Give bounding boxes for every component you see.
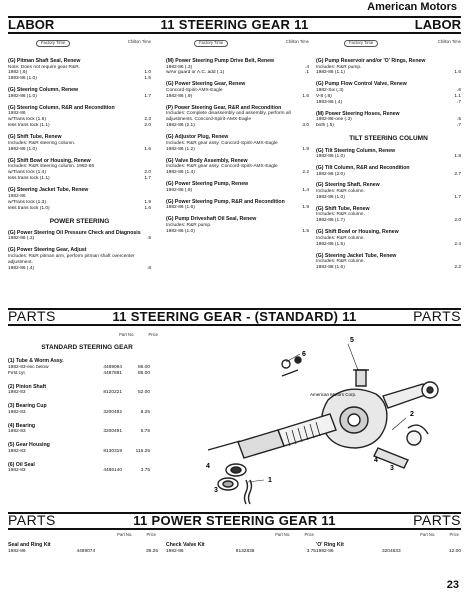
labor-time-row	[316, 265, 461, 271]
labor-year-range: 1982-86 (1.6)	[316, 265, 345, 271]
labor-entry-note: Includes: R&R column.	[316, 188, 365, 194]
part-row	[8, 390, 166, 396]
labor-time-row	[316, 218, 461, 224]
labor-time-row	[8, 76, 151, 82]
callout-1: 1	[268, 477, 272, 484]
chilton-time-value: 2.0	[144, 170, 151, 176]
labor-time-row	[316, 70, 461, 76]
callout-6: 6	[302, 351, 306, 358]
part-no-label: Part No.	[117, 532, 133, 537]
price-label: Price	[146, 532, 156, 537]
labor-year-range: 1982-86 (1.1)	[316, 70, 345, 76]
labor-entry-title: (G) Pump Driveshaft Oil Seal, Renew	[166, 216, 257, 223]
seal-ring-kit	[8, 532, 158, 554]
labor-entry	[166, 216, 309, 234]
labor-year-range: 1983-86 (.4)	[316, 99, 343, 105]
labor-entry-title: (G) Power Steering Gear, Renew	[166, 81, 246, 88]
labor-entry-note: 1982-86	[8, 111, 26, 117]
power-steering-heading: POWER STEERING	[49, 217, 110, 225]
callout-2: 2	[410, 411, 414, 418]
parts-header-left: PARTS	[8, 512, 56, 529]
part-price: 12.00	[448, 548, 461, 554]
part-years: 1982-86	[316, 548, 334, 554]
labor-entry-title: (G) Steering Jacket Tube, Renew	[316, 252, 397, 259]
labor-year-range: 1982-86 (1.0)	[166, 228, 195, 234]
part-row	[8, 468, 166, 474]
part-title: 'O' Ring Kit	[316, 542, 344, 548]
labor-year-range: w/Air guard or A.C. add (.1)	[166, 70, 225, 76]
chilton-time-value: 2.2	[454, 265, 461, 271]
chilton-time-value: 1.7	[454, 194, 461, 200]
part-number: 4486140	[103, 468, 122, 474]
part-entry-title: (5) Gear Housing	[8, 442, 50, 449]
labor-year-range: 1982-86 (1.4)	[166, 170, 195, 176]
labor-year-range: 1982-86 (.3)	[166, 64, 193, 70]
labor-entry-title: (G) Power Steering Pump, R&R and Recondition	[166, 198, 285, 205]
chilton-time-value: 1.6	[454, 70, 461, 76]
labor-entry	[8, 87, 151, 99]
labor-entry	[316, 58, 461, 76]
labor-entry	[8, 247, 151, 271]
chilton-time-label: Chilton Time	[127, 39, 151, 44]
labor-entry-title: (M) Power Steering Pump Drive Belt, Renew	[166, 58, 275, 64]
labor-entry-title: (G) Steering Column, R&R and Recondition	[8, 104, 115, 111]
labor-entry-title: (G) Adjustor Plug, Renew	[166, 134, 229, 141]
part-entry	[8, 358, 166, 376]
part-line	[316, 549, 461, 555]
part-entry-title: (3) Bearing Cup	[8, 403, 47, 410]
chilton-time-value: 2.0	[144, 123, 151, 129]
labor-time-row	[8, 94, 151, 100]
factory-time-label: Factory Time	[36, 40, 70, 47]
callout-5: 5	[350, 337, 354, 344]
part-entry	[8, 423, 166, 435]
labor-time-row	[166, 170, 309, 176]
labor-entry-note: Includes: Complete disassembly and assembly, perform all adjustments. Concord-Spirit-AMX-Eagle	[166, 111, 291, 123]
labor-year-range: 1982-86 (1.7)	[316, 218, 345, 224]
chilton-time-label: Chilton Time	[437, 39, 461, 44]
part-title: Check Valve Kit	[166, 542, 205, 548]
chilton-time-value: 1.6	[144, 205, 151, 211]
check-valve-kit	[166, 532, 316, 554]
part-number: 3200491	[103, 429, 122, 435]
labor-entry-note: Includes: R&R column.	[316, 212, 365, 218]
parts-header-title: 11 POWER STEERING GEAR 11	[133, 512, 336, 528]
tilt-column-heading: TILT STEERING COLUMN	[349, 135, 428, 143]
labor-year-range: 1982 (.6)	[8, 70, 28, 76]
labor-year-range: V-8 (.8)	[316, 93, 332, 99]
labor-list-3	[316, 58, 461, 129]
labor-year-range: w/Trans lock (1.3)	[8, 199, 46, 205]
labor-entry	[166, 158, 309, 176]
labor-year-range: 1982-86 (.9)	[166, 93, 193, 99]
labor-time-row	[316, 242, 461, 248]
labor-entry-note: Includes: R&R pump.	[316, 64, 362, 70]
labor-entry-title: (G) Valve Body Assembly, Renew	[166, 157, 248, 164]
labor-entry-note: Note: Does not require gear R&R.	[8, 64, 80, 70]
labor-time-row	[166, 123, 309, 129]
labor-entry	[166, 81, 309, 99]
labor-year-range: less trans lock (1.0)	[8, 205, 50, 211]
diagram-credit: American Motors Corp.	[310, 392, 357, 397]
labor-entry-title: (G) Pump Flow Control Valve, Renew	[316, 81, 407, 88]
chilton-time-value: 1.9	[144, 199, 151, 205]
labor-year-range: 1982-86 (2.1)	[166, 123, 195, 129]
chilton-time-value: 1.7	[144, 176, 151, 182]
parts-header-left: PARTS	[8, 308, 56, 325]
labor-entry	[8, 105, 151, 129]
callout-3: 3	[390, 465, 394, 472]
labor-entry-note: 1982-86	[8, 193, 26, 199]
part-years: 1982-83	[8, 468, 26, 474]
part-entry	[8, 442, 166, 454]
labor-entry	[316, 206, 461, 224]
labor-entry-title: (G) Power Steering Oil Pressure Check and Diagnosis	[8, 229, 141, 236]
labor-year-range: less trans lock (1.1)	[8, 123, 50, 129]
labor-time-row	[8, 206, 151, 212]
part-years: 1982-86	[166, 548, 184, 554]
labor-header	[8, 16, 461, 34]
labor-entry-title: (G) Steering Jacket Tube, Renew	[8, 187, 89, 194]
labor-column-1	[8, 40, 151, 277]
labor-time-row	[166, 205, 309, 211]
labor-year-range: 1982-86-one (.3)	[316, 117, 352, 123]
labor-entry	[8, 230, 151, 242]
parts-column-header	[8, 532, 158, 542]
labor-header-title: 11 STEERING GEAR 11	[160, 16, 309, 32]
labor-time-row	[166, 94, 309, 100]
labor-entry	[166, 58, 309, 76]
labor-header-right: LABOR	[414, 16, 461, 32]
part-price: 115.25	[135, 448, 150, 454]
brand-name: American Motors	[367, 1, 457, 13]
chilton-time-value: 1.9	[302, 205, 309, 211]
labor-time-row	[316, 172, 461, 178]
chilton-time-value: 3.0	[302, 123, 309, 129]
part-years: 1982-83	[8, 390, 26, 396]
parts-header-standard	[8, 308, 461, 326]
labor-entry-title: (G) Tilt Steering Column, Renew	[316, 147, 396, 154]
labor-entry-note: Includes: R&R steering column. 1982-86	[8, 164, 95, 170]
chilton-time-value: 1.7	[144, 93, 151, 99]
chilton-time-value: 2.3	[144, 117, 151, 123]
column-header	[8, 40, 151, 58]
labor-entry	[316, 81, 461, 105]
labor-entry	[8, 187, 151, 211]
chilton-time-value: .6	[456, 87, 461, 93]
parts-column-header	[166, 532, 316, 542]
part-entry-title: (2) Pinion Shaft	[8, 383, 47, 390]
chilton-time-value: 1.4	[302, 187, 309, 193]
chilton-time-value: 1.8	[454, 154, 461, 160]
labor-time-row	[316, 100, 461, 106]
labor-entry-note: Includes: R&R pump.	[166, 222, 212, 228]
labor-entry-note: Includes: R&R gear assy. Concord-Spirit-AMX-Eagle	[166, 164, 278, 170]
chilton-time-value: 2.7	[454, 171, 461, 177]
part-row	[8, 410, 166, 416]
labor-entry-note: Concord-Spirit-AMX-Eagle	[166, 87, 223, 93]
labor-year-range: 1983-86 (1.0)	[8, 76, 37, 82]
callout-4: 4	[206, 463, 210, 470]
labor-time-row	[316, 195, 461, 201]
labor-year-range: w/Trans lock (1.4)	[8, 170, 46, 176]
chilton-time-value: .7	[456, 123, 461, 129]
chilton-time-value: .5	[456, 117, 461, 123]
labor-entry-title: (G) Steering Shaft, Renew	[316, 182, 380, 189]
labor-time-row	[8, 176, 151, 182]
part-line	[8, 549, 158, 555]
chilton-time-value: .5	[146, 236, 151, 242]
labor-entry	[8, 158, 151, 182]
labor-column-2	[166, 40, 309, 240]
labor-entry-title: (P) Power Steering Gear, R&R and Recondition	[166, 104, 282, 111]
part-no-label: Part No.	[420, 532, 436, 537]
labor-year-range: 1982-86 (1.0)	[8, 93, 37, 99]
part-number: 3204633	[381, 548, 401, 554]
part-title: Seal and Ring Kit	[8, 542, 51, 548]
part-years: 1982-83	[8, 448, 26, 454]
labor-list-1	[8, 58, 151, 212]
labor-entry-title: (G) Steering Column, Renew	[8, 87, 79, 94]
price-label: Price	[449, 532, 459, 537]
labor-time-row	[8, 266, 151, 272]
labor-entry	[166, 134, 309, 152]
part-years: 1982-83	[8, 429, 26, 435]
labor-entry-note: Includes: R&R column.	[316, 259, 365, 265]
labor-entry	[316, 111, 461, 129]
part-price: 86.00	[137, 370, 150, 376]
chilton-time-value: 1.6	[302, 93, 309, 99]
labor-list-3b	[316, 148, 461, 272]
labor-entry-title: (G) Shift Tube, Renew	[8, 134, 62, 141]
labor-entry	[166, 199, 309, 211]
part-price: 86.00	[137, 364, 150, 370]
part-years: 1982-83	[8, 409, 26, 415]
labor-entry-title: (G) Shift Bowl or Housing, Renew	[8, 157, 91, 164]
price-label: Price	[148, 332, 158, 337]
labor-time-row	[316, 154, 461, 160]
labor-year-range: 1982-86 (.9)	[166, 187, 193, 193]
labor-list-1b	[8, 230, 151, 272]
labor-entry	[316, 182, 461, 200]
part-row	[8, 371, 166, 377]
part-number: 8132838	[235, 548, 255, 554]
labor-entry-title: (G) Power Steering Pump, Renew	[166, 181, 249, 188]
labor-time-row	[166, 70, 309, 76]
labor-time-row	[8, 147, 151, 153]
labor-year-range: both (.5)	[316, 123, 334, 129]
labor-entry	[166, 181, 309, 193]
labor-entry-title: (G) Shift Bowl or Housing, Renew	[316, 229, 399, 236]
part-entry	[8, 462, 166, 474]
factory-time-label: Factory Time	[344, 40, 378, 47]
labor-year-range: 1982-86 (2.0)	[316, 171, 345, 177]
chilton-time-value: 1.5	[144, 76, 151, 82]
part-row	[8, 449, 166, 455]
labor-year-range: 1982-86 (1.6)	[166, 205, 195, 211]
part-entry	[8, 384, 166, 396]
page-number: 23	[446, 579, 459, 592]
part-no-label: Part No.	[275, 532, 291, 537]
labor-entry-note: Includes: R&R steering column.	[8, 140, 76, 146]
parts-header-title: 11 STEERING GEAR - (STANDARD) 11	[112, 308, 357, 324]
labor-entry	[8, 134, 151, 152]
part-number: 3200492	[103, 409, 122, 415]
part-price: 5.75	[140, 429, 150, 435]
labor-entry-title: (M) Power Steering Hoses, Renew	[316, 110, 400, 117]
o-ring-kit	[316, 532, 461, 554]
part-number: 4489094	[103, 364, 122, 370]
labor-year-range: 1982-86 (1.2)	[166, 146, 195, 152]
labor-entry-note: Includes: R&R column.	[316, 235, 365, 241]
labor-header-left: LABOR	[8, 16, 55, 32]
parts-header-power	[8, 512, 461, 530]
chilton-time-value: 1.1	[454, 93, 461, 99]
part-entry	[8, 403, 166, 415]
chilton-time-value: .8	[146, 265, 151, 271]
labor-entry-title: (G) Shift Tube, Renew	[316, 205, 370, 212]
part-price: 52.00	[137, 390, 150, 396]
labor-year-range: less trans lock (1.1)	[8, 176, 50, 182]
part-price: 3.75	[140, 468, 150, 474]
labor-time-row	[166, 229, 309, 235]
labor-entry	[8, 58, 151, 82]
chilton-time-label: Chilton Time	[285, 39, 309, 44]
labor-year-range: 1982-Six (.3)	[316, 87, 344, 93]
part-number: 4487881	[103, 370, 122, 376]
steering-gear-diagram	[178, 330, 460, 508]
part-years: 1982-86	[8, 548, 26, 554]
chilton-time-value: .4	[304, 64, 309, 70]
labor-entry-note: Includes: R&R pitman arm, perform pitman shaft overcenter adjustment.	[8, 253, 135, 265]
labor-entry-title: (G) Pitman Shaft Seal, Renew	[8, 58, 81, 64]
part-price: 8.25	[140, 409, 150, 415]
part-years: 1982-83-exc below	[8, 364, 49, 370]
part-number: 4489074	[76, 548, 96, 554]
parts-header-right: PARTS	[413, 308, 461, 325]
labor-time-row	[166, 188, 309, 194]
callout-3b: 3	[214, 487, 218, 494]
parts-column-header	[8, 332, 166, 342]
labor-entry	[316, 165, 461, 177]
labor-year-range: 1982-86 (1.0)	[316, 194, 345, 200]
labor-column-3	[316, 40, 461, 276]
labor-year-range: 1982-86 (.2)	[8, 236, 35, 242]
labor-entry-title: (G) Pump Reservoir and/or 'O' Rings, Renew	[316, 58, 426, 64]
part-entry-title: (1) Tube & Worm Assy.	[8, 358, 64, 365]
part-years: First cyl.	[8, 370, 26, 376]
part-number: 8120221	[103, 390, 122, 396]
callout-4b: 4	[374, 457, 378, 464]
price-label: Price	[304, 532, 314, 537]
chilton-time-value: 2.2	[302, 170, 309, 176]
standard-parts-entries	[8, 358, 166, 474]
labor-time-row	[316, 123, 461, 129]
standard-gear-title: STANDARD STEERING GEAR	[41, 344, 133, 351]
parts-header-right: PARTS	[413, 512, 461, 529]
chilton-time-value: 2.0	[454, 218, 461, 224]
labor-entry	[166, 105, 309, 129]
factory-time-label: Factory Time	[194, 40, 228, 47]
chilton-time-value: 2.4	[454, 241, 461, 247]
labor-list-2	[166, 58, 309, 235]
labor-entry	[316, 253, 461, 271]
labor-year-range: 1982-86 (1.0)	[8, 146, 37, 152]
part-number: 8130319	[103, 448, 122, 454]
labor-time-row	[166, 147, 309, 153]
part-line	[166, 549, 316, 555]
part-entry-title: (4) Bearing	[8, 422, 36, 429]
column-header	[166, 40, 309, 58]
labor-entry-title: (G) Tilt Column, R&R and Recondition	[316, 165, 410, 171]
labor-entry-note: Includes: R&R gear assy. Concord-Spirit-AMX-Eagle	[166, 140, 278, 146]
part-entry-title: (6) Oil Seal	[8, 461, 35, 468]
part-no-label: Part No.	[119, 332, 135, 337]
labor-year-range: w/Trans lock (1.6)	[8, 117, 46, 123]
column-header	[316, 40, 461, 58]
part-price: 39.25	[145, 548, 158, 554]
labor-time-row	[8, 236, 151, 242]
chilton-time-value: .7	[456, 99, 461, 105]
parts-column-header	[316, 532, 461, 542]
labor-entry	[316, 148, 461, 160]
chilton-time-value: 1.9	[302, 146, 309, 152]
labor-time-row	[8, 123, 151, 129]
chilton-time-value: 1.6	[144, 146, 151, 152]
part-row	[8, 429, 166, 435]
chilton-time-value: 1.5	[302, 228, 309, 234]
chilton-time-value: 1.0	[144, 70, 151, 76]
labor-year-range: 1982-86 (1.0)	[316, 154, 345, 160]
chilton-time-value: .1	[304, 70, 309, 76]
labor-year-range: 1982-86 (.4)	[8, 265, 35, 271]
standard-parts-list	[8, 332, 166, 481]
part-price: 3.75	[306, 548, 316, 554]
labor-year-range: 1982-86 (1.5)	[316, 241, 345, 247]
labor-entry	[316, 229, 461, 247]
labor-entry-title: (G) Power Steering Gear, Adjust	[8, 247, 87, 254]
